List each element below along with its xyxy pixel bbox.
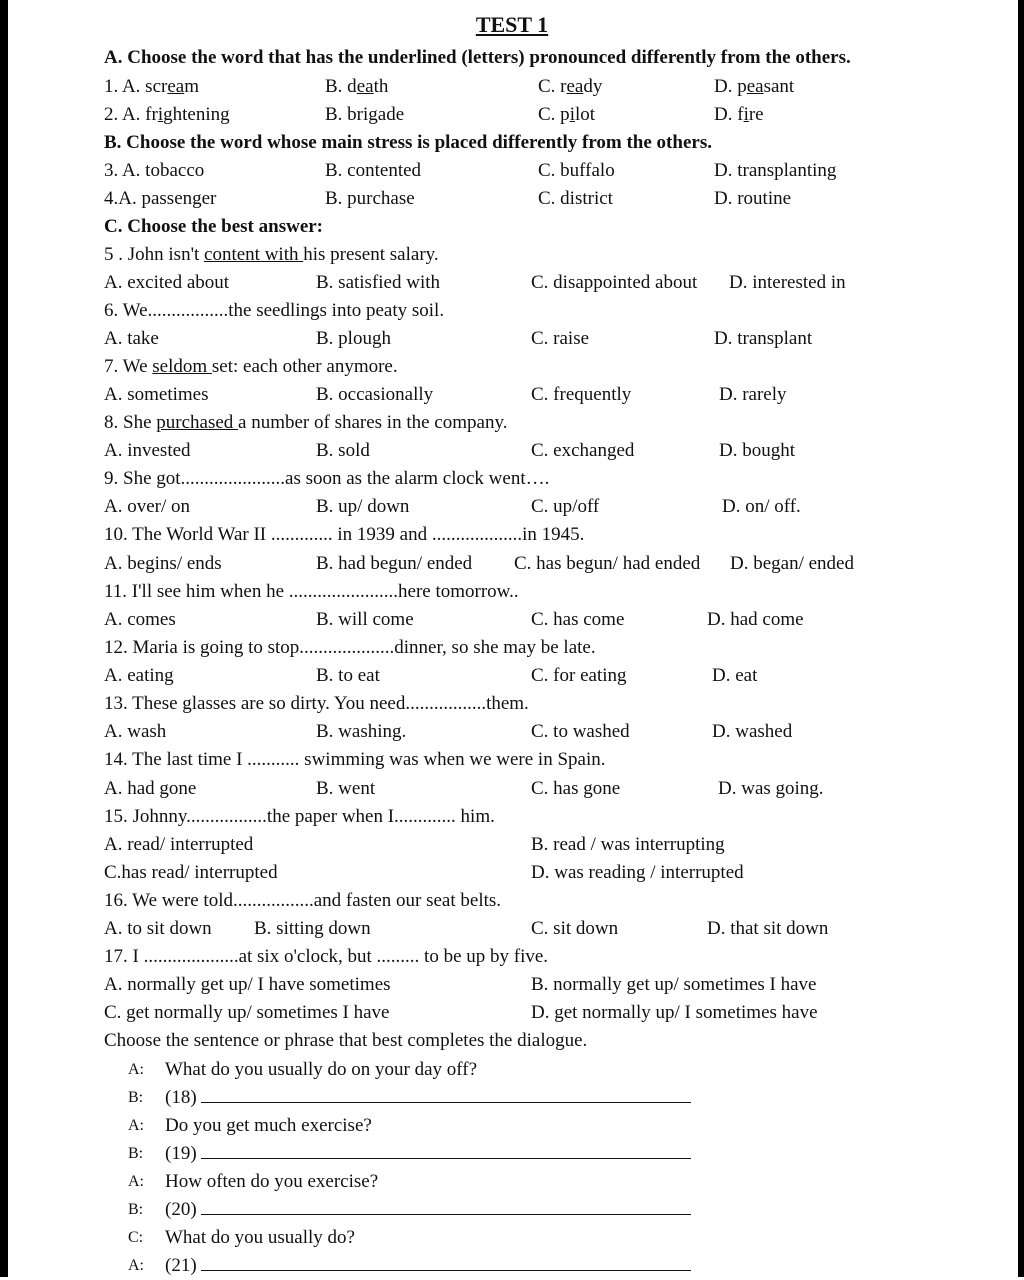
q2-option-b: B. brigade: [325, 104, 405, 125]
question-10-stem: 10. The World War II ............. in 1939 and ...................in 1945.: [104, 524, 585, 545]
answer-blank-19[interactable]: (19): [165, 1140, 197, 1168]
q3-option-a: 3. A. tobacco: [104, 160, 205, 181]
q14-option-a: A. had gone: [104, 778, 197, 799]
q9-option-d: D. on/ off.: [722, 496, 801, 517]
dialogue-text: What do you usually do on your day off?: [165, 1059, 478, 1080]
question-13-stem: 13. These glasses are so dirty. You need.................them.: [104, 693, 529, 714]
question-4: [0, 185, 1024, 213]
q9-option-b: B. up/ down: [316, 496, 410, 517]
q6-option-a: A. take: [104, 328, 159, 349]
speaker-label: B:: [128, 1201, 144, 1218]
question-15-options-cd: [0, 859, 1024, 887]
q12-option-a: A. eating: [104, 665, 174, 686]
q12-option-b: B. to eat: [316, 665, 380, 686]
question-8-stem: 8. She purchased a number of shares in the company.: [104, 412, 508, 433]
q7-option-a: A. sometimes: [104, 384, 209, 405]
answer-blank-18[interactable]: (18): [165, 1084, 197, 1112]
q11-option-d: D. had come: [707, 609, 804, 630]
dialogue-line: [0, 1224, 1024, 1252]
q3-option-b: B. contented: [325, 160, 422, 181]
q1-option-a: 1. A. scream: [104, 76, 199, 97]
question-14-options: [0, 775, 1024, 803]
question-11-options: [0, 606, 1024, 634]
q7-option-c: C. frequently: [531, 384, 632, 405]
q1-option-c: C. ready: [538, 76, 603, 97]
q12-option-d: D. eat: [712, 665, 758, 686]
dialogue-line: [0, 1084, 1024, 1112]
question-10-options: [0, 550, 1024, 578]
q8-option-b: B. sold: [316, 440, 370, 461]
question-9-stem: 9. She got......................as soon as the alarm clock went….: [104, 468, 550, 489]
q1-option-d: D. peasant: [714, 76, 795, 97]
q15-option-d: D. was reading / interrupted: [531, 862, 744, 883]
question-16-stem: 16. We were told.................and fasten our seat belts.: [104, 890, 502, 911]
q13-option-c: C. to washed: [531, 721, 630, 742]
q1-option-b: B. death: [325, 76, 389, 97]
q11-option-c: C. has come: [531, 609, 625, 630]
question-13-options: [0, 718, 1024, 746]
question-7-options: [0, 381, 1024, 409]
question-16-options: [0, 915, 1024, 943]
q5-option-a: A. excited about: [104, 272, 230, 293]
q14-option-d: D. was going.: [718, 778, 824, 799]
q16-option-d: D. that sit down: [707, 918, 829, 939]
question-8-options: [0, 437, 1024, 465]
q11-option-b: B. will come: [316, 609, 414, 630]
question-17-options-cd: [0, 999, 1024, 1027]
question-11-stem: 11. I'll see him when he .......................here tomorrow..: [104, 581, 519, 602]
q8-option-a: A. invested: [104, 440, 191, 461]
q5-option-b: B. satisfied with: [316, 272, 441, 293]
q5-option-d: D. interested in: [729, 272, 846, 293]
q17-option-a: A. normally get up/ I have sometimes: [104, 974, 391, 995]
q13-option-b: B. washing.: [316, 721, 407, 742]
question-12-options: [0, 662, 1024, 690]
q13-option-d: D. washed: [712, 721, 793, 742]
dialogue-line: [0, 1056, 1024, 1084]
q8-option-c: C. exchanged: [531, 440, 635, 461]
speaker-label: A:: [128, 1173, 144, 1190]
question-2: [0, 101, 1024, 129]
dialogue-text: Do you get much exercise?: [165, 1115, 372, 1136]
section-a-heading: A. Choose the word that has the underlined (letters) pronounced differently from the others.: [104, 47, 851, 68]
dialogue-heading: Choose the sentence or phrase that best completes the dialogue.: [104, 1030, 588, 1051]
q12-option-c: C. for eating: [531, 665, 627, 686]
q6-option-c: C. raise: [531, 328, 590, 349]
question-6-stem: 6. We.................the seedlings into peaty soil.: [104, 300, 445, 321]
q11-option-a: A. comes: [104, 609, 176, 630]
speaker-label: A:: [128, 1061, 144, 1078]
q16-option-a: A. to sit down: [104, 918, 212, 939]
q2-option-d: D. fire: [714, 104, 764, 125]
q6-option-d: D. transplant: [714, 328, 813, 349]
question-17-options-ab: [0, 971, 1024, 999]
q4-option-b: B. purchase: [325, 188, 415, 209]
q2-option-c: C. pilot: [538, 104, 596, 125]
dialogue-line: [0, 1112, 1024, 1140]
q2-option-a: 2. A. frightening: [104, 104, 230, 125]
dialogue-line: [0, 1196, 1024, 1224]
question-3: [0, 157, 1024, 185]
page-title: TEST 1: [475, 12, 549, 37]
dialogue-text: What do you usually do?: [165, 1227, 355, 1248]
q5-option-c: C. disappointed about: [531, 272, 698, 293]
q10-option-a: A. begins/ ends: [104, 553, 222, 574]
q10-option-b: B. had begun/ ended: [316, 553, 473, 574]
q8-option-d: D. bought: [719, 440, 795, 461]
speaker-label: B:: [128, 1145, 144, 1162]
dialogue-line: [0, 1168, 1024, 1196]
q4-option-d: D. routine: [714, 188, 792, 209]
q6-option-b: B. plough: [316, 328, 391, 349]
dialogue-line: [0, 1140, 1024, 1168]
question-17-stem: 17. I ....................at six o'clock, but ......... to be up by five.: [104, 946, 549, 967]
q4-option-a: 4.A. passenger: [104, 188, 217, 209]
speaker-label: A:: [128, 1117, 144, 1134]
question-1: [0, 73, 1024, 101]
section-c-heading: C. Choose the best answer:: [104, 216, 324, 237]
speaker-label: A:: [128, 1257, 144, 1274]
question-7-stem: 7. We seldom set: each other anymore.: [104, 356, 398, 377]
q17-option-d: D. get normally up/ I sometimes have: [531, 1002, 818, 1023]
q13-option-a: A. wash: [104, 721, 167, 742]
q7-option-b: B. occasionally: [316, 384, 434, 405]
question-5-options: [0, 269, 1024, 297]
q10-option-c: C. has begun/ had ended: [514, 553, 701, 574]
q4-option-c: C. district: [538, 188, 613, 209]
q15-option-a: A. read/ interrupted: [104, 834, 254, 855]
question-15-stem: 15. Johnny.................the paper when I............. him.: [104, 806, 495, 827]
dialogue-text: How often do you exercise?: [165, 1171, 379, 1192]
answer-blank-20[interactable]: (20): [165, 1196, 197, 1224]
answer-blank-21[interactable]: (21): [165, 1252, 197, 1280]
question-6-options: [0, 325, 1024, 353]
q14-option-c: C. has gone: [531, 778, 621, 799]
section-b-heading: B. Choose the word whose main stress is placed differently from the others.: [104, 132, 712, 153]
q16-option-c: C. sit down: [531, 918, 619, 939]
q9-option-c: C. up/off: [531, 496, 600, 517]
q3-option-d: D. transplanting: [714, 160, 837, 181]
q3-option-c: C. buffalo: [538, 160, 615, 181]
q14-option-b: B. went: [316, 778, 376, 799]
speaker-label: C:: [128, 1229, 144, 1246]
q16-option-b: B. sitting down: [254, 918, 371, 939]
q15-option-c: C.has read/ interrupted: [104, 862, 278, 883]
q9-option-a: A. over/ on: [104, 496, 191, 517]
q7-option-d: D. rarely: [719, 384, 787, 405]
question-9-options: [0, 493, 1024, 521]
question-12-stem: 12. Maria is going to stop....................dinner, so she may be late.: [104, 637, 596, 658]
q15-option-b: B. read / was interrupting: [531, 834, 725, 855]
question-15-options-ab: [0, 831, 1024, 859]
q10-option-d: D. began/ ended: [730, 553, 854, 574]
q17-option-b: B. normally get up/ sometimes I have: [531, 974, 817, 995]
q17-option-c: C. get normally up/ sometimes I have: [104, 1002, 390, 1023]
question-5-stem: 5 . John isn't content with his present salary.: [104, 244, 439, 265]
dialogue-line: [0, 1252, 1024, 1280]
question-14-stem: 14. The last time I ........... swimming was when we were in Spain.: [104, 749, 606, 770]
speaker-label: B:: [128, 1089, 144, 1106]
